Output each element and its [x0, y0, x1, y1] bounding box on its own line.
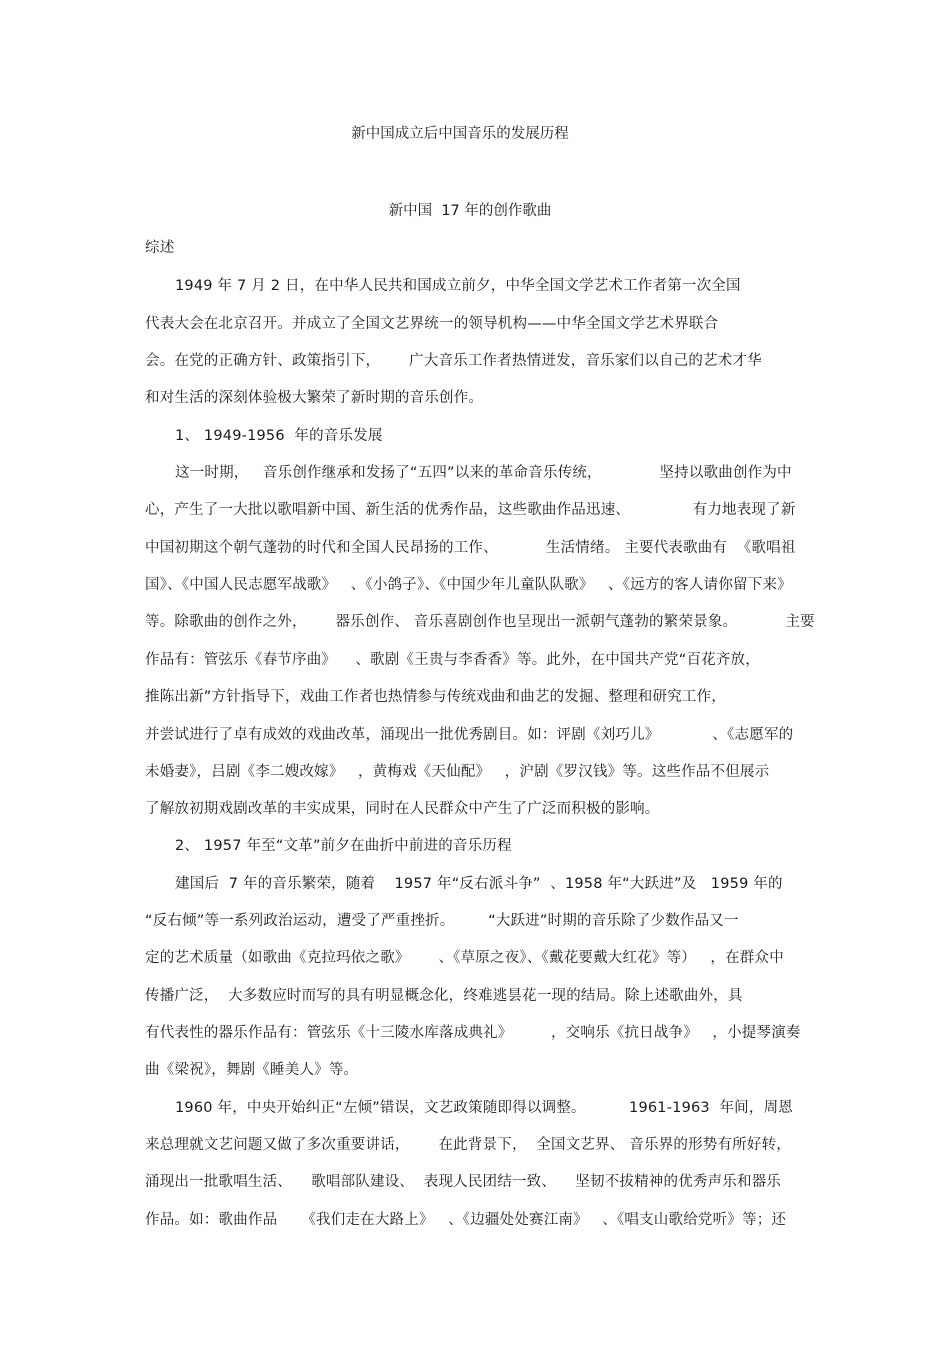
- section-heading-overview: 综述: [145, 240, 175, 256]
- paragraph-line: 中国初期这个朝气蓬勃的时代和全国人民昂扬的工作、 生活情绪。 主要代表歌曲有 《歌唱祖: [145, 540, 796, 556]
- paragraph-line: 这一时期， 音乐创作继承和发扬了“五四”以来的革命音乐传统， 坚持以歌曲创作为中: [175, 465, 792, 481]
- paragraph-line: 作品有：管弦乐《春节序曲》 、歌剧《王贵与李香香》等。此外，在中国共产党“百花齐放，: [145, 652, 760, 668]
- paragraph-line: “反右倾”等一系列政治运动，遭受了严重挫折。 “大跃进”时期的音乐除了少数作品又一: [145, 913, 739, 929]
- paragraph-line: 1960 年，中央开始纠正“左倾”错误，文艺政策随即得以调整。 1961-1963 年间，周恩: [175, 1100, 793, 1116]
- paragraph-line: 作品。如：歌曲作品 《我们走在大路上》 、《边疆处处赛江南》 、《唱支山歌给党听》等；还: [145, 1212, 787, 1228]
- paragraph-line: 定的艺术质量（如歌曲《克拉玛依之歌》 、《草原之夜》、《戴花要戴大红花》等） ，在群众中: [145, 950, 784, 966]
- paragraph-line: 和对生活的深刻体验极大繁荣了新时期的音乐创作。: [145, 390, 484, 406]
- paragraph-line: 1949 年 7 月 2 日，在中华人民共和国成立前夕，中华全国文学艺术工作者第一次全国: [175, 278, 741, 294]
- document-title: 新中国成立后中国音乐的发展历程: [351, 126, 569, 142]
- paragraph-line: 有代表性的器乐作品有：管弦乐《十三陵水库落成典礼》 ，交响乐《抗日战争》 ，小提琴演奏: [145, 1025, 801, 1041]
- paragraph-line: 等。除歌曲的创作之外， 器乐创作、 音乐喜剧创作也呈现出一派朝气蓬勃的繁荣景象。 主要: [145, 614, 815, 630]
- paragraph-line: 代表大会在北京召开。并成立了全国文艺界统一的领导机构——中华全国文学艺术界联合: [145, 316, 719, 332]
- paragraph-line: 国》、《中国人民志愿军战歌》 、《小鸽子》、《中国少年儿童队队歌》 、《远方的客人请你留下来》: [145, 577, 792, 593]
- paragraph-line: 并尝试进行了卓有成效的戏曲改革，涌现出一批优秀剧目。如：评剧《刘巧儿》 、《志愿军的: [145, 727, 794, 743]
- section-heading-2: 2、 1957 年至“文革”前夕在曲折中前进的音乐历程: [175, 838, 512, 854]
- document-subtitle: 新中国 17 年的创作歌曲: [388, 203, 552, 219]
- paragraph-line: 心，产生了一大批以歌唱新中国、新生活的优秀作品，这些歌曲作品迅速、 有力地表现了新: [145, 502, 796, 518]
- paragraph-line: 建国后 7 年的音乐繁荣，随着 1957 年“反右派斗争” 、1958 年“大跃进”及 1959 年的: [175, 876, 783, 892]
- paragraph-line: 了解放初期戏剧改革的丰实成果，同时在人民群众中产生了广泛而积极的影响。: [145, 801, 660, 817]
- paragraph-line: 传播广泛， 大多数应时而写的具有明显概念化，终难逃昙花一现的结局。除上述歌曲外，具: [145, 988, 743, 1004]
- paragraph-line: 涌现出一批歌唱生活、 歌唱部队建设、 表现人民团结一致、 坚韧不拔精神的优秀声乐和器乐: [145, 1174, 782, 1190]
- paragraph-line: 曲《梁祝》，舞剧《睡美人》等。: [145, 1062, 359, 1078]
- paragraph-line: 未婚妻》，吕剧《李二嫂改嫁》 ，黄梅戏《天仙配》 ，沪剧《罗汉钱》等。这些作品不但展示: [145, 764, 770, 780]
- paragraph-line: 推陈出新”方针指导下，戏曲工作者也热情参与传统戏曲和曲艺的发掘、整理和研究工作，: [145, 689, 727, 705]
- section-heading-1: 1、 1949-1956 年的音乐发展: [175, 428, 383, 444]
- paragraph-line: 会。在党的正确方针、政策指引下， 广大音乐工作者热情迸发，音乐家们以自己的艺术才华: [145, 353, 762, 369]
- paragraph-line: 来总理就文艺问题又做了多次重要讲话， 在此背景下， 全国文艺界、 音乐界的形势有所好转，: [145, 1137, 791, 1153]
